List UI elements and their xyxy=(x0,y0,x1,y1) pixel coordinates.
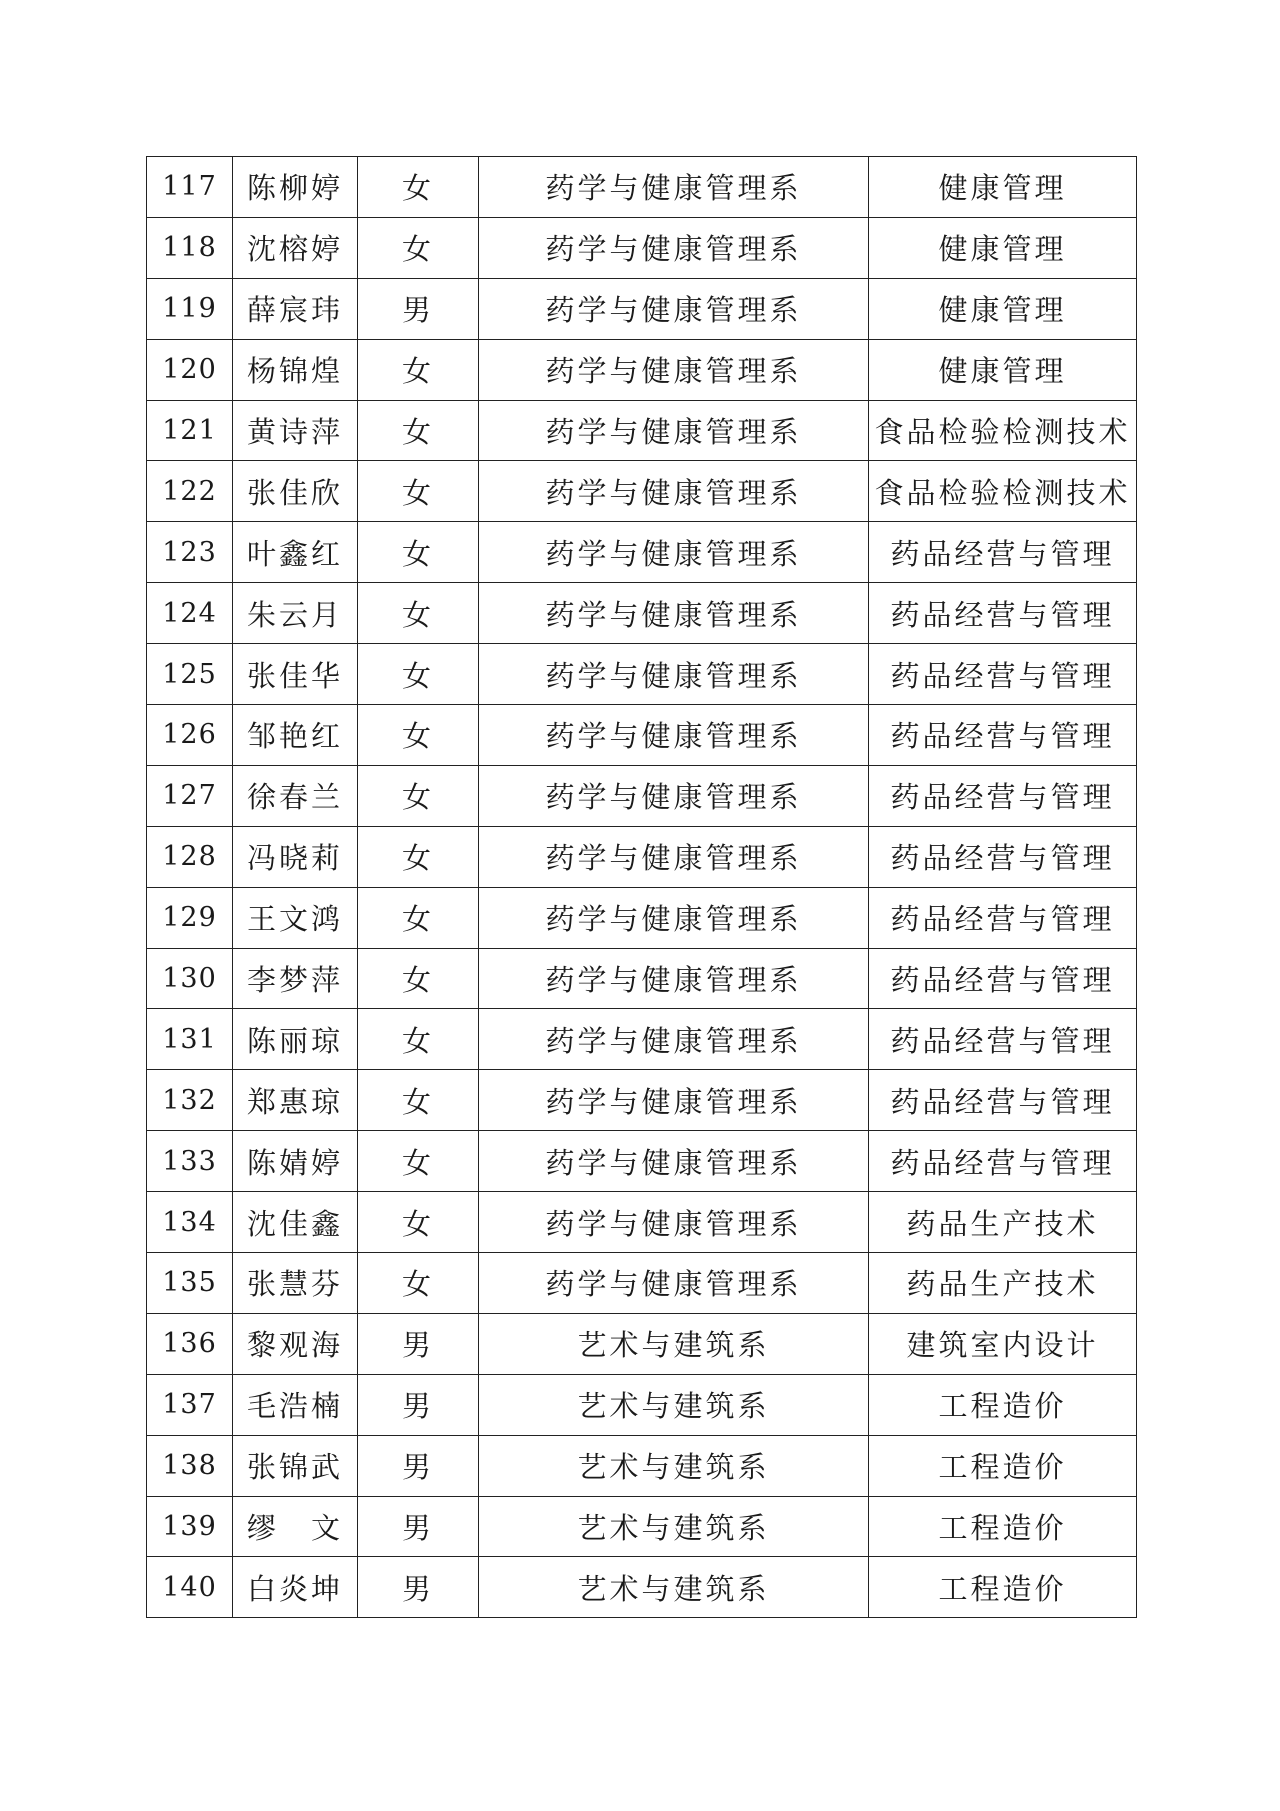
cell-department: 艺术与建筑系 xyxy=(479,1313,869,1374)
cell-gender: 女 xyxy=(358,461,479,522)
cell-name: 郑惠琼 xyxy=(233,1070,358,1131)
cell-number: 137 xyxy=(147,1374,233,1435)
cell-department: 药学与健康管理系 xyxy=(479,644,869,705)
cell-department: 药学与健康管理系 xyxy=(479,400,869,461)
cell-department: 药学与健康管理系 xyxy=(479,1009,869,1070)
cell-department: 药学与健康管理系 xyxy=(479,217,869,278)
cell-name: 张佳华 xyxy=(233,644,358,705)
cell-name: 陈婧婷 xyxy=(233,1131,358,1192)
cell-number: 136 xyxy=(147,1313,233,1374)
table-row xyxy=(147,887,1137,948)
table-row xyxy=(147,157,1137,218)
cell-major: 工程造价 xyxy=(869,1557,1137,1618)
cell-name: 徐春兰 xyxy=(233,765,358,826)
cell-major: 药品生产技术 xyxy=(869,1192,1137,1253)
cell-number: 125 xyxy=(147,644,233,705)
cell-gender: 女 xyxy=(358,1070,479,1131)
cell-gender: 男 xyxy=(358,1313,479,1374)
cell-name: 李梦萍 xyxy=(233,948,358,1009)
cell-number: 127 xyxy=(147,765,233,826)
cell-department: 艺术与建筑系 xyxy=(479,1496,869,1557)
cell-major: 药品经营与管理 xyxy=(869,1009,1137,1070)
table-row xyxy=(147,1131,1137,1192)
cell-major: 药品经营与管理 xyxy=(869,1131,1137,1192)
table-row xyxy=(147,1313,1137,1374)
table-row xyxy=(147,400,1137,461)
cell-number: 138 xyxy=(147,1435,233,1496)
cell-major: 食品检验检测技术 xyxy=(869,400,1137,461)
cell-number: 134 xyxy=(147,1192,233,1253)
cell-major: 药品经营与管理 xyxy=(869,948,1137,1009)
cell-department: 药学与健康管理系 xyxy=(479,826,869,887)
roster-body xyxy=(147,157,1137,1618)
cell-name: 张慧芬 xyxy=(233,1253,358,1314)
cell-major: 药品经营与管理 xyxy=(869,765,1137,826)
cell-gender: 男 xyxy=(358,1435,479,1496)
cell-name: 薛宸玮 xyxy=(233,278,358,339)
cell-department: 药学与健康管理系 xyxy=(479,583,869,644)
cell-gender: 女 xyxy=(358,644,479,705)
table-row xyxy=(147,948,1137,1009)
cell-name: 陈丽琼 xyxy=(233,1009,358,1070)
cell-gender: 女 xyxy=(358,765,479,826)
cell-gender: 男 xyxy=(358,1496,479,1557)
cell-number: 130 xyxy=(147,948,233,1009)
cell-department: 药学与健康管理系 xyxy=(479,887,869,948)
cell-gender: 女 xyxy=(358,705,479,766)
cell-department: 药学与健康管理系 xyxy=(479,339,869,400)
cell-gender: 女 xyxy=(358,826,479,887)
cell-major: 建筑室内设计 xyxy=(869,1313,1137,1374)
cell-gender: 女 xyxy=(358,1253,479,1314)
cell-major: 药品经营与管理 xyxy=(869,1070,1137,1131)
cell-name: 毛浩楠 xyxy=(233,1374,358,1435)
cell-number: 117 xyxy=(147,157,233,218)
cell-major: 工程造价 xyxy=(869,1435,1137,1496)
table-row xyxy=(147,217,1137,278)
cell-gender: 女 xyxy=(358,1192,479,1253)
cell-gender: 女 xyxy=(358,1131,479,1192)
cell-gender: 男 xyxy=(358,1374,479,1435)
cell-number: 119 xyxy=(147,278,233,339)
cell-major: 健康管理 xyxy=(869,339,1137,400)
cell-name: 叶鑫红 xyxy=(233,522,358,583)
table-row xyxy=(147,1009,1137,1070)
cell-name: 缪 文 xyxy=(233,1496,358,1557)
cell-major: 健康管理 xyxy=(869,278,1137,339)
cell-department: 艺术与建筑系 xyxy=(479,1557,869,1618)
cell-name: 张佳欣 xyxy=(233,461,358,522)
cell-major: 药品经营与管理 xyxy=(869,644,1137,705)
cell-name: 王文鸿 xyxy=(233,887,358,948)
cell-department: 药学与健康管理系 xyxy=(479,1070,869,1131)
cell-major: 药品经营与管理 xyxy=(869,826,1137,887)
table-row xyxy=(147,826,1137,887)
cell-number: 128 xyxy=(147,826,233,887)
cell-department: 药学与健康管理系 xyxy=(479,1131,869,1192)
cell-department: 药学与健康管理系 xyxy=(479,157,869,218)
table-row xyxy=(147,1435,1137,1496)
cell-department: 药学与健康管理系 xyxy=(479,765,869,826)
cell-number: 129 xyxy=(147,887,233,948)
cell-gender: 女 xyxy=(358,157,479,218)
cell-name: 沈佳鑫 xyxy=(233,1192,358,1253)
cell-name: 黄诗萍 xyxy=(233,400,358,461)
cell-department: 药学与健康管理系 xyxy=(479,522,869,583)
cell-gender: 女 xyxy=(358,522,479,583)
cell-major: 药品经营与管理 xyxy=(869,583,1137,644)
cell-number: 123 xyxy=(147,522,233,583)
cell-major: 药品经营与管理 xyxy=(869,705,1137,766)
cell-gender: 女 xyxy=(358,400,479,461)
cell-department: 艺术与建筑系 xyxy=(479,1435,869,1496)
cell-gender: 女 xyxy=(358,948,479,1009)
cell-number: 120 xyxy=(147,339,233,400)
cell-name: 陈柳婷 xyxy=(233,157,358,218)
cell-name: 杨锦煌 xyxy=(233,339,358,400)
cell-name: 白炎坤 xyxy=(233,1557,358,1618)
cell-number: 122 xyxy=(147,461,233,522)
cell-major: 食品检验检测技术 xyxy=(869,461,1137,522)
table-row xyxy=(147,1070,1137,1131)
cell-number: 131 xyxy=(147,1009,233,1070)
table-row xyxy=(147,644,1137,705)
table-row xyxy=(147,278,1137,339)
table-row xyxy=(147,583,1137,644)
cell-number: 133 xyxy=(147,1131,233,1192)
cell-department: 艺术与建筑系 xyxy=(479,1374,869,1435)
cell-number: 118 xyxy=(147,217,233,278)
table-row xyxy=(147,339,1137,400)
table-row xyxy=(147,1374,1137,1435)
cell-major: 工程造价 xyxy=(869,1374,1137,1435)
table-row xyxy=(147,1253,1137,1314)
cell-number: 124 xyxy=(147,583,233,644)
cell-number: 139 xyxy=(147,1496,233,1557)
table-row xyxy=(147,461,1137,522)
cell-number: 121 xyxy=(147,400,233,461)
cell-major: 健康管理 xyxy=(869,157,1137,218)
cell-gender: 女 xyxy=(358,887,479,948)
cell-gender: 女 xyxy=(358,217,479,278)
cell-department: 药学与健康管理系 xyxy=(479,1253,869,1314)
cell-name: 邹艳红 xyxy=(233,705,358,766)
cell-name: 冯晓莉 xyxy=(233,826,358,887)
cell-number: 132 xyxy=(147,1070,233,1131)
table-row xyxy=(147,1557,1137,1618)
table-row xyxy=(147,705,1137,766)
cell-department: 药学与健康管理系 xyxy=(479,948,869,1009)
cell-gender: 男 xyxy=(358,1557,479,1618)
cell-major: 工程造价 xyxy=(869,1496,1137,1557)
cell-number: 140 xyxy=(147,1557,233,1618)
cell-name: 朱云月 xyxy=(233,583,358,644)
cell-name: 张锦武 xyxy=(233,1435,358,1496)
cell-major: 药品经营与管理 xyxy=(869,522,1137,583)
cell-department: 药学与健康管理系 xyxy=(479,705,869,766)
cell-department: 药学与健康管理系 xyxy=(479,278,869,339)
cell-gender: 男 xyxy=(358,278,479,339)
cell-number: 126 xyxy=(147,705,233,766)
cell-department: 药学与健康管理系 xyxy=(479,461,869,522)
table-row xyxy=(147,765,1137,826)
table-row xyxy=(147,1192,1137,1253)
cell-major: 药品生产技术 xyxy=(869,1253,1137,1314)
table-row xyxy=(147,522,1137,583)
cell-name: 沈榕婷 xyxy=(233,217,358,278)
table-row xyxy=(147,1496,1137,1557)
cell-department: 药学与健康管理系 xyxy=(479,1192,869,1253)
cell-gender: 女 xyxy=(358,1009,479,1070)
cell-name: 黎观海 xyxy=(233,1313,358,1374)
cell-gender: 女 xyxy=(358,583,479,644)
cell-major: 健康管理 xyxy=(869,217,1137,278)
student-roster-table xyxy=(146,156,1137,1618)
cell-gender: 女 xyxy=(358,339,479,400)
cell-major: 药品经营与管理 xyxy=(869,887,1137,948)
cell-number: 135 xyxy=(147,1253,233,1314)
